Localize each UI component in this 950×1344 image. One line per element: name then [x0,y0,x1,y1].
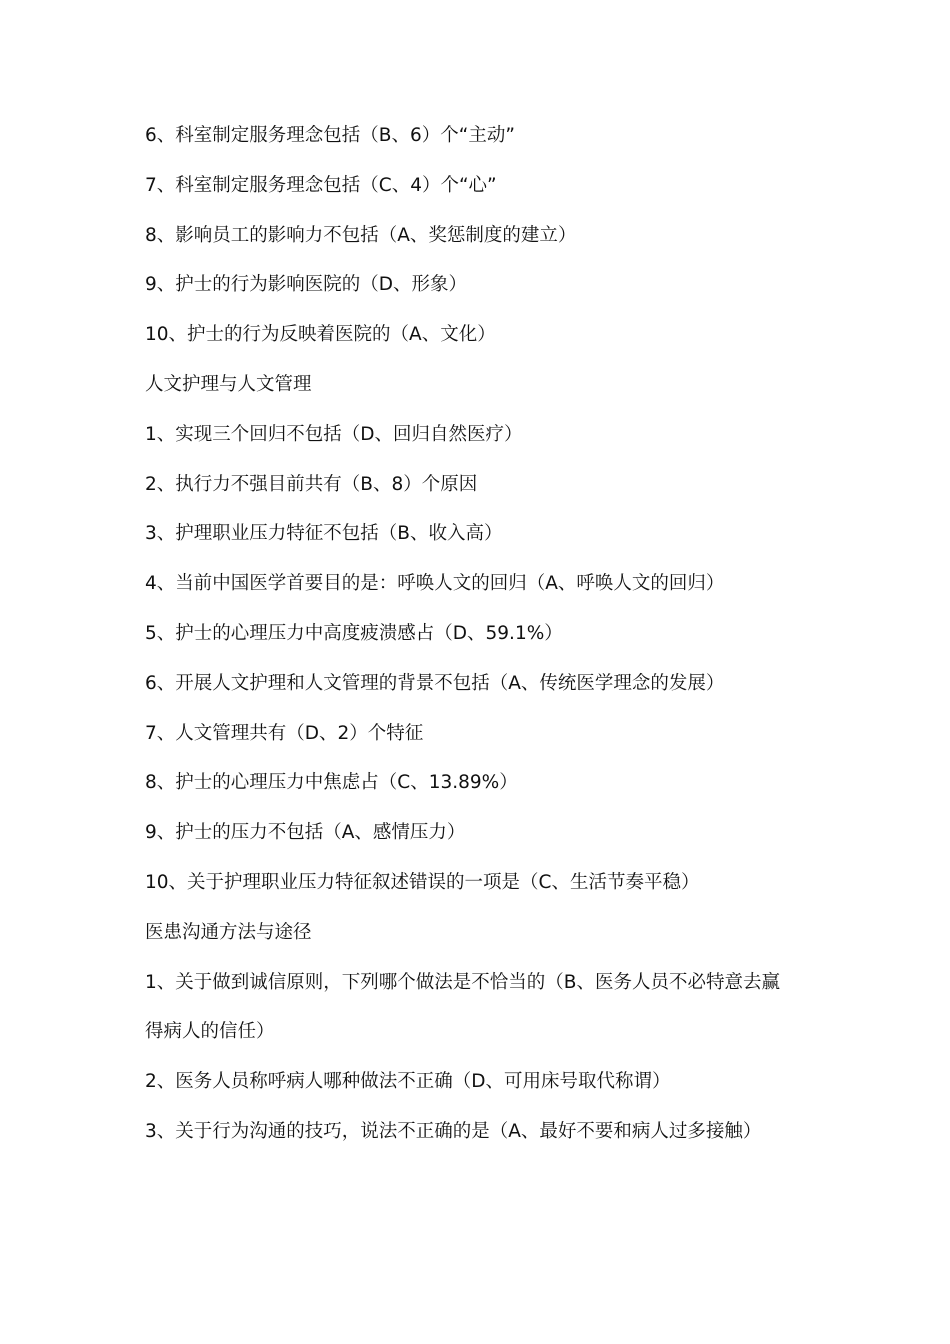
question-line: 7、人文管理共有（D、2）个特征 [145,722,424,744]
document-body [145,111,825,1157]
question-line: 6、科室制定服务理念包括（B、6）个“主动” [145,125,515,146]
question-line: 10、护士的行为反映着医院的（A、文化） [145,324,496,346]
question-line: 8、护士的心理压力中焦虑占（C、13.89%） [145,772,518,794]
question-line: 6、开展人文护理和人文管理的背景不包括（A、传统医学理念的发展） [145,672,725,694]
question-line: 7、科室制定服务理念包括（C、4）个“心” [145,174,497,196]
question-line: 9、护士的行为影响医院的（D、形象） [145,274,468,296]
question-line: 10、关于护理职业压力特征叙述错误的一项是（C、生活节奏平稳） [145,871,700,893]
question-line: 8、影响员工的影响力不包括（A、奖惩制度的建立） [145,224,577,246]
section-heading: 人文护理与人文管理 [145,373,312,395]
question-line: 3、护理职业压力特征不包括（B、收入高） [145,523,503,545]
question-line: 5、护士的心理压力中高度疲溃感占（D、59.1%） [145,622,563,644]
question-line: 2、医务人员称呼病人哪种做法不正确（D、可用床号取代称谓） [145,1071,671,1093]
section-heading: 医患沟通方法与途径 [145,921,312,943]
question-line-continuation: 得病人的信任） [145,1021,275,1043]
question-line: 4、当前中国医学首要目的是：呼唤人文的回归（A、呼唤人文的回归） [145,573,725,595]
question-line: 3、关于行为沟通的技巧，说法不正确的是（A、最好不要和病人过多接触） [145,1120,762,1142]
question-line: 9、护士的压力不包括（A、感情压力） [145,822,466,844]
question-line: 1、关于做到诚信原则，下列哪个做法是不恰当的（B、医务人员不必特意去赢 [145,971,780,993]
question-line: 2、执行力不强目前共有（B、8）个原因 [145,473,478,495]
question-line: 1、实现三个回归不包括（D、回归自然医疗） [145,423,523,445]
